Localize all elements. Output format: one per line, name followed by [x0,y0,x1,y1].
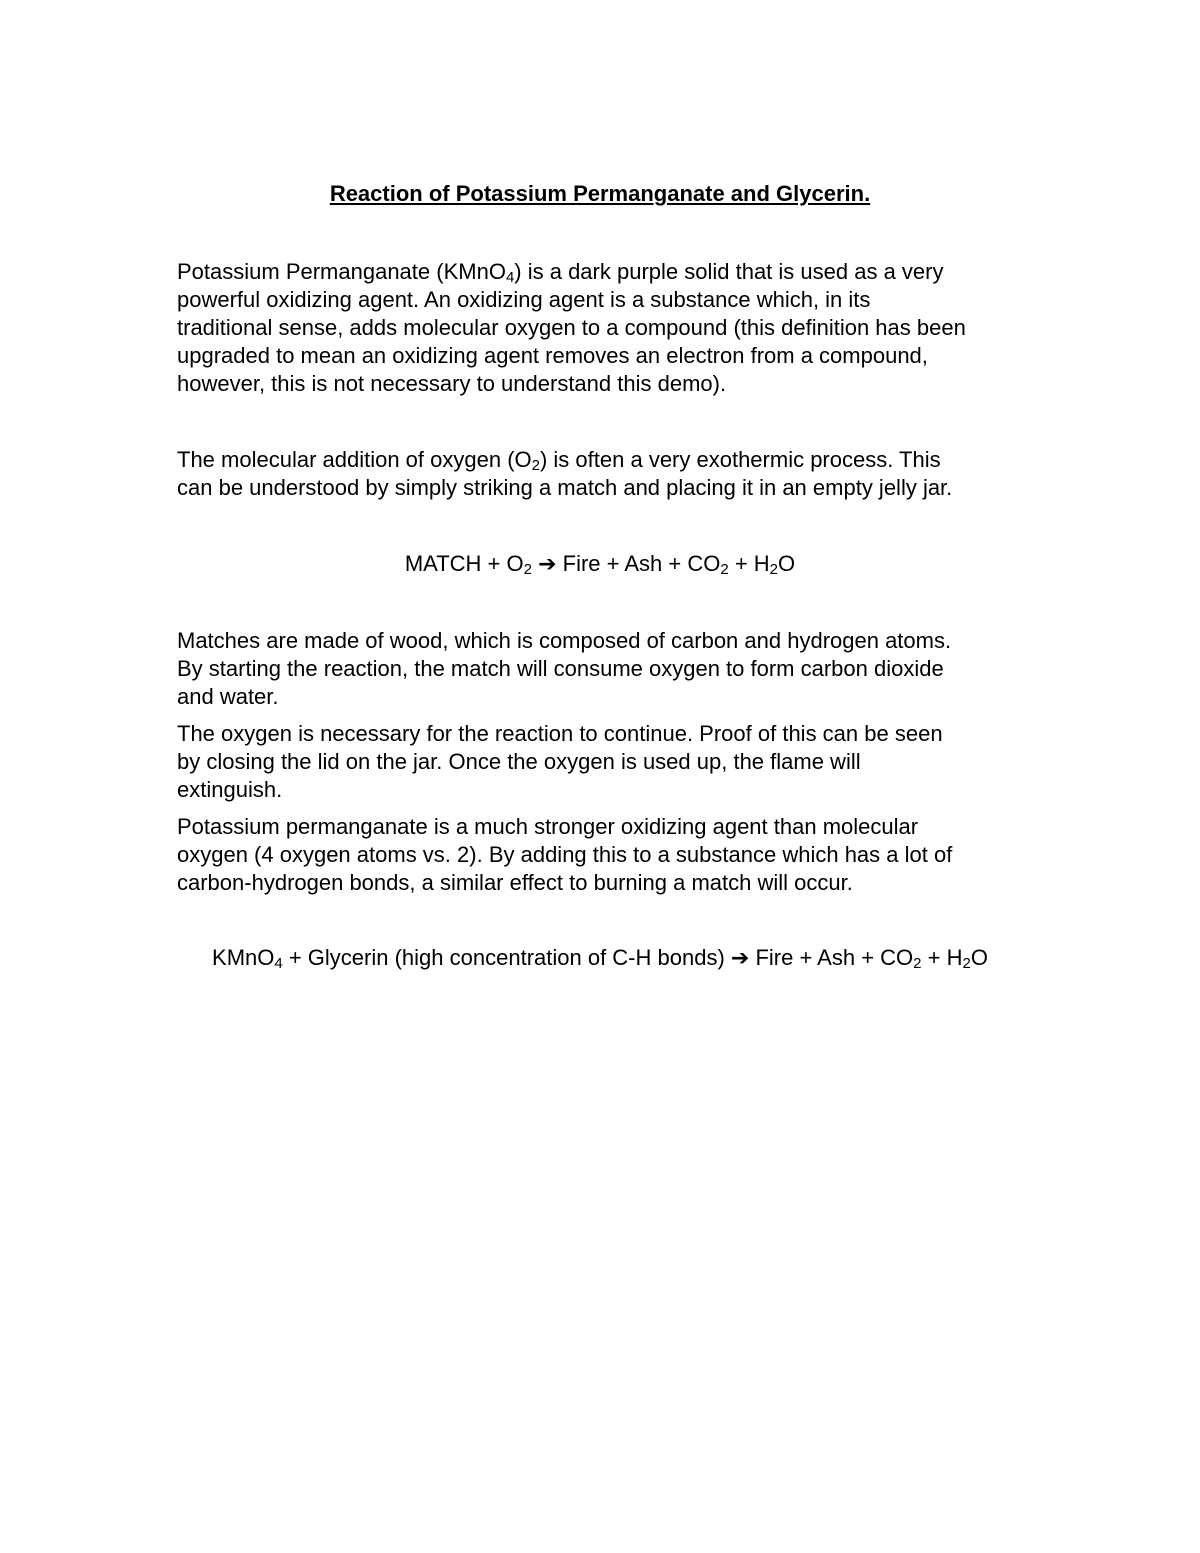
right-arrow-icon: ➔ [730,946,750,971]
text-line: carbon-hydrogen bonds, a similar effect to burning a match will occur. [177,870,853,895]
text-line: Potassium Permanganate (KMnO$_4$) is a dark purple solid that is used as a very [177,259,944,286]
text-line: By starting the reaction, the match will consume oxygen to form carbon dioxide [177,656,944,681]
equation-kmno4-glycerin: KMnO$_4$ + Glycerin (high concentration of C-H bonds) ➔ Fire + Ash + $CO_2 + H_2O$ [212,945,988,972]
text-line: can be understood by simply striking a match and placing it in an empty jelly jar. [177,475,953,500]
text-line: Potassium permanganate is a much stronger oxidizing agent than molecular [177,814,919,839]
paragraph-permanganate-stronger [177,813,1047,897]
text-line: The oxygen is necessary for the reaction to continue. Proof of this can be seen [177,721,943,746]
text-line: and water. [177,684,279,709]
text-line: upgraded to mean an oxidizing agent removes an electron from a compound, [177,343,928,368]
text-line: powerful oxidizing agent. An oxidizing agent is a substance which, in its [177,287,871,312]
paragraph-kmno4-intro [177,258,1047,398]
paragraph-oxygen-addition [177,446,1047,502]
equation-match-combustion: MATCH + $O_2$ ➔ Fire + Ash + $CO_2 + H_2O$ [404,551,796,578]
text-line: oxygen (4 oxygen atoms vs. 2). By adding this to a substance which has a lot of [177,842,953,867]
text-line: extinguish. [177,777,283,802]
text-line: The molecular addition of oxygen $(O_2)$ is often a very exothermic process. This [177,447,941,474]
text-line: however, this is not necessary to understand this demo). [177,371,727,396]
document-title: Reaction of Potassium Permanganate and Glycerin. [329,181,871,206]
right-arrow-icon: ➔ [538,552,557,577]
text-line: Matches are made of wood, which is composed of carbon and hydrogen atoms. [177,628,952,653]
text-line: by closing the lid on the jar. Once the oxygen is used up, the flame will [177,749,861,774]
text-line: traditional sense, adds molecular oxygen to a compound (this definition has been [177,315,966,340]
paragraph-oxygen-necessary [177,720,1047,804]
paragraph-matches [177,627,1047,711]
